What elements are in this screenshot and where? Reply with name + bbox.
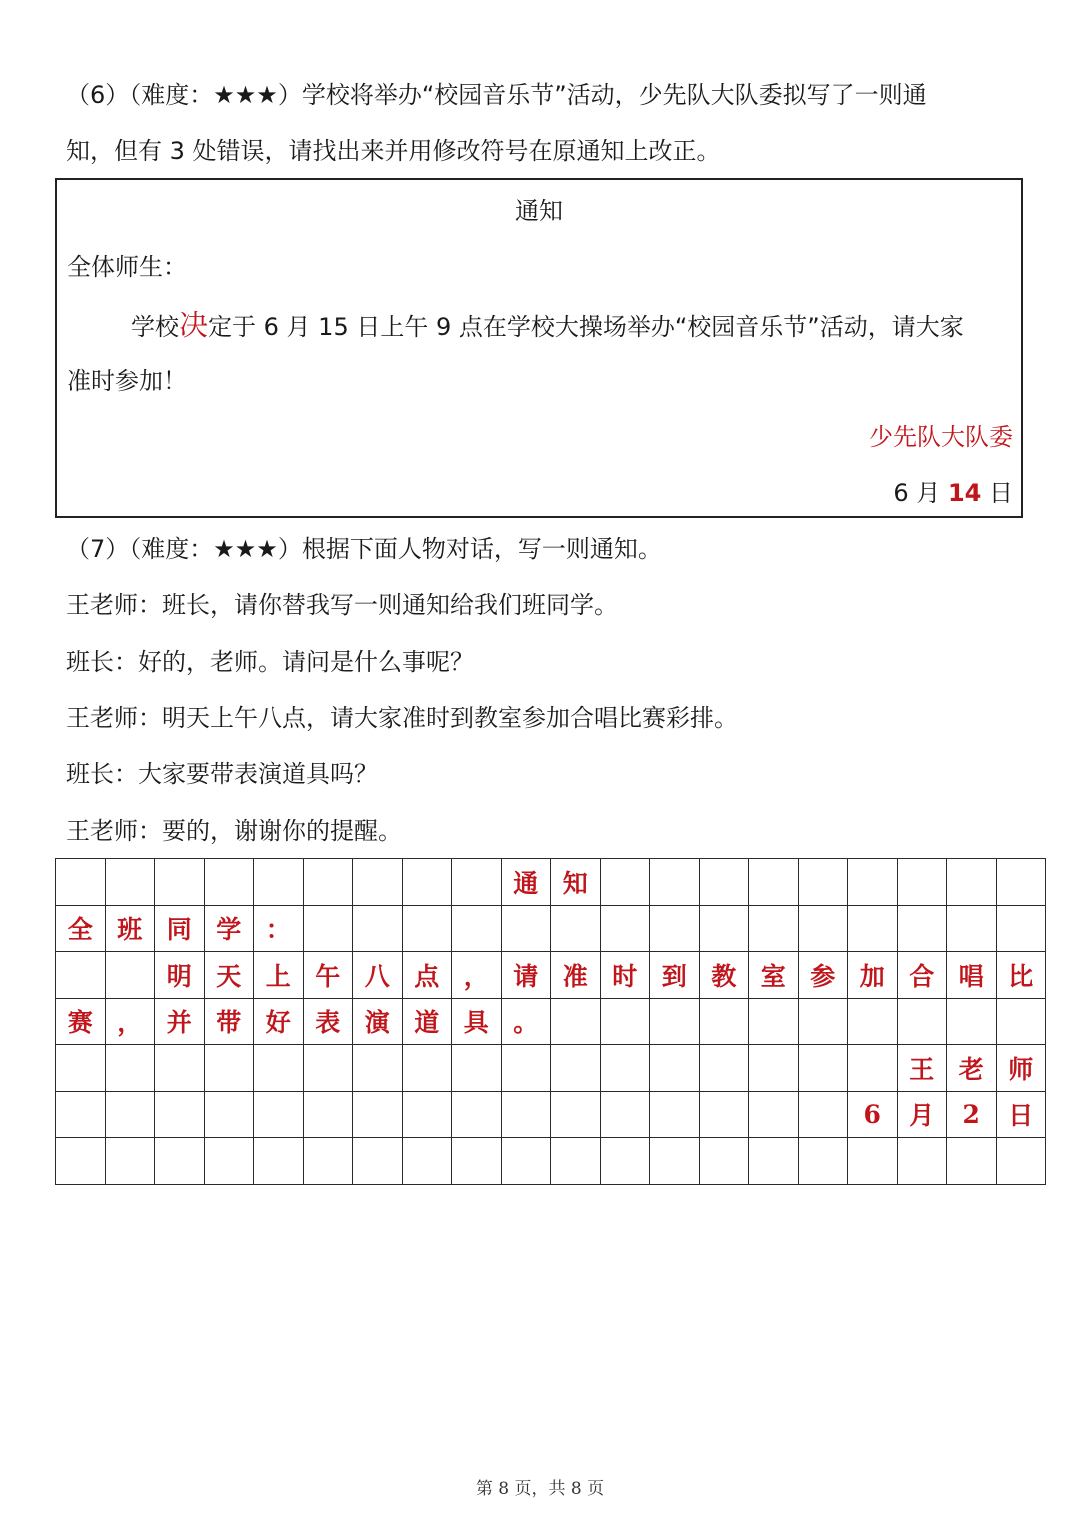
grid-cell: 准 — [551, 952, 601, 999]
grid-cell — [452, 859, 502, 906]
grid-cell: 到 — [650, 952, 700, 999]
grid-cell — [699, 998, 749, 1045]
grid-cell — [254, 1091, 304, 1138]
grid-cell — [105, 1091, 155, 1138]
grid-cell — [551, 1045, 601, 1092]
grid-cell — [353, 1091, 403, 1138]
grid-cell — [798, 1091, 848, 1138]
grid-cell — [798, 859, 848, 906]
grid-cell: 好 — [254, 998, 304, 1045]
grid-cell — [551, 998, 601, 1045]
grid-cell: 师 — [996, 1045, 1046, 1092]
grid-cell: 室 — [749, 952, 799, 999]
grid-cell: 比 — [996, 952, 1046, 999]
grid-cell — [551, 905, 601, 952]
grid-row — [56, 859, 1046, 906]
grid-cell — [897, 905, 947, 952]
grid-cell — [105, 1045, 155, 1092]
notice-body-before: 学校 — [131, 313, 179, 341]
grid-cell: 。 — [501, 998, 551, 1045]
grid-cell — [353, 859, 403, 906]
grid-cell — [947, 859, 997, 906]
grid-cell — [551, 1091, 601, 1138]
grid-cell — [155, 859, 205, 906]
grid-cell — [105, 859, 155, 906]
grid-cell: 表 — [303, 998, 353, 1045]
page-footer: 第 8 页，共 8 页 — [475, 1479, 605, 1499]
grid-cell: 赛 — [56, 998, 106, 1045]
notice-body-line2: 准时参加！ — [67, 367, 187, 395]
grid-cell — [650, 998, 700, 1045]
dialogue-line: 班长：好的，老师。请问是什么事呢？ — [66, 648, 474, 676]
grid-cell: 班 — [105, 905, 155, 952]
grid-cell — [254, 859, 304, 906]
grid-cell — [551, 1138, 601, 1185]
grid-cell — [996, 998, 1046, 1045]
grid-cell: 2 — [947, 1091, 997, 1138]
notice-salutation: 全体师生： — [67, 253, 187, 281]
grid-cell — [650, 1091, 700, 1138]
q7-prompt: （7）（难度：★★★）根据下面人物对话，写一则通知。 — [66, 535, 662, 563]
grid-cell: 时 — [600, 952, 650, 999]
grid-cell: 月 — [897, 1091, 947, 1138]
grid-cell: 并 — [155, 998, 205, 1045]
grid-cell: 明 — [155, 952, 205, 999]
grid-cell — [452, 1138, 502, 1185]
grid-cell: ， — [452, 952, 502, 999]
grid-cell — [650, 1045, 700, 1092]
grid-cell — [848, 905, 898, 952]
grid-row — [56, 998, 1046, 1045]
grid-cell — [105, 952, 155, 999]
grid-cell — [303, 1045, 353, 1092]
grid-cell — [56, 952, 106, 999]
grid-cell — [996, 905, 1046, 952]
grid-cell — [402, 1138, 452, 1185]
grid-cell — [56, 1045, 106, 1092]
grid-row — [56, 1138, 1046, 1185]
notice-title: 通知 — [515, 197, 563, 225]
grid-cell — [56, 1091, 106, 1138]
grid-cell — [303, 859, 353, 906]
grid-cell — [798, 1138, 848, 1185]
grid-cell — [353, 905, 403, 952]
grid-cell — [749, 905, 799, 952]
grid-cell — [303, 1138, 353, 1185]
grid-cell — [749, 859, 799, 906]
dialogue-line: 王老师：要的，谢谢你的提醒。 — [66, 817, 402, 845]
notice-body-line1 — [131, 310, 964, 342]
grid-cell — [204, 1138, 254, 1185]
notice-date-month: 6 月 — [893, 479, 948, 507]
grid-cell — [848, 998, 898, 1045]
grid-cell: 请 — [501, 952, 551, 999]
grid-cell — [749, 1138, 799, 1185]
grid-cell — [848, 1138, 898, 1185]
dialogue-line: 王老师：明天上午八点，请大家准时到教室参加合唱比赛彩排。 — [66, 704, 738, 732]
notice-date-day: 14 — [947, 479, 982, 507]
answer-grid — [55, 858, 1046, 1185]
grid-cell: 天 — [204, 952, 254, 999]
grid-cell — [501, 1138, 551, 1185]
grid-cell: 八 — [353, 952, 403, 999]
grid-cell — [501, 905, 551, 952]
grid-cell — [402, 1045, 452, 1092]
grid-cell — [155, 1138, 205, 1185]
grid-cell — [600, 905, 650, 952]
grid-cell — [749, 998, 799, 1045]
grid-cell — [848, 859, 898, 906]
grid-cell — [600, 859, 650, 906]
grid-cell — [105, 1138, 155, 1185]
grid-cell: 唱 — [947, 952, 997, 999]
grid-cell — [947, 998, 997, 1045]
grid-cell — [600, 1091, 650, 1138]
grid-cell — [303, 905, 353, 952]
grid-cell — [897, 859, 947, 906]
grid-cell — [947, 905, 997, 952]
grid-cell: 同 — [155, 905, 205, 952]
grid-cell — [947, 1138, 997, 1185]
grid-cell — [699, 1138, 749, 1185]
grid-cell: 教 — [699, 952, 749, 999]
grid-cell — [650, 859, 700, 906]
notice-date-suffix: 日 — [981, 479, 1013, 507]
grid-cell — [798, 905, 848, 952]
grid-cell — [749, 1091, 799, 1138]
grid-cell — [650, 1138, 700, 1185]
grid-cell: 加 — [848, 952, 898, 999]
grid-cell — [155, 1045, 205, 1092]
grid-cell — [600, 998, 650, 1045]
grid-cell: 日 — [996, 1091, 1046, 1138]
grid-cell — [452, 1091, 502, 1138]
grid-cell — [897, 998, 947, 1045]
grid-row — [56, 1091, 1046, 1138]
grid-cell: 王 — [897, 1045, 947, 1092]
grid-cell — [749, 1045, 799, 1092]
grid-cell — [996, 1138, 1046, 1185]
grid-cell: 上 — [254, 952, 304, 999]
grid-cell — [501, 1091, 551, 1138]
grid-cell — [56, 1138, 106, 1185]
grid-cell: ： — [254, 905, 304, 952]
notice-body-after: 定于 6 月 15 日上午 9 点在学校大操场举办“校园音乐节”活动，请大家 — [208, 313, 964, 341]
grid-cell: 演 — [353, 998, 403, 1045]
notice-signature: 少先队大队委 — [869, 423, 1013, 451]
grid-cell — [452, 905, 502, 952]
grid-cell — [501, 1045, 551, 1092]
grid-cell — [452, 1045, 502, 1092]
grid-cell — [699, 1045, 749, 1092]
grid-cell — [402, 859, 452, 906]
grid-cell: 6 — [848, 1091, 898, 1138]
grid-cell: 点 — [402, 952, 452, 999]
dialogue-line: 王老师：班长，请你替我写一则通知给我们班同学。 — [66, 591, 618, 619]
grid-cell — [650, 905, 700, 952]
notice-date — [893, 478, 1013, 508]
grid-cell — [204, 1045, 254, 1092]
grid-cell: 道 — [402, 998, 452, 1045]
grid-cell: 带 — [204, 998, 254, 1045]
grid-cell: 老 — [947, 1045, 997, 1092]
correction-mark: 决 — [179, 308, 209, 342]
grid-cell — [353, 1045, 403, 1092]
grid-cell: 全 — [56, 905, 106, 952]
grid-cell: 通 — [501, 859, 551, 906]
grid-cell: 参 — [798, 952, 848, 999]
grid-row — [56, 952, 1046, 999]
grid-cell: 午 — [303, 952, 353, 999]
grid-cell — [699, 1091, 749, 1138]
grid-cell — [402, 1091, 452, 1138]
grid-cell — [204, 1091, 254, 1138]
grid-cell: 合 — [897, 952, 947, 999]
grid-cell — [798, 1045, 848, 1092]
q6-prompt-line1: （6）（难度：★★★）学校将举办“校园音乐节”活动，少先队大队委拟写了一则通 — [66, 81, 927, 109]
grid-cell — [699, 859, 749, 906]
dialogue-line: 班长：大家要带表演道具吗？ — [66, 760, 378, 788]
grid-cell — [254, 1045, 304, 1092]
grid-cell — [600, 1138, 650, 1185]
grid-cell — [204, 859, 254, 906]
grid-row — [56, 1045, 1046, 1092]
grid-cell: 知 — [551, 859, 601, 906]
grid-cell — [600, 1045, 650, 1092]
notice-box — [55, 178, 1023, 518]
grid-cell — [155, 1091, 205, 1138]
grid-cell — [303, 1091, 353, 1138]
grid-cell — [848, 1045, 898, 1092]
q6-prompt-line2: 知，但有 3 处错误，请找出来并用修改符号在原通知上改正。 — [66, 137, 721, 165]
grid-cell — [699, 905, 749, 952]
grid-cell — [254, 1138, 304, 1185]
grid-cell — [897, 1138, 947, 1185]
grid-cell — [402, 905, 452, 952]
grid-row — [56, 905, 1046, 952]
grid-cell — [56, 859, 106, 906]
grid-cell — [798, 998, 848, 1045]
grid-cell: 学 — [204, 905, 254, 952]
grid-cell: 具 — [452, 998, 502, 1045]
grid-cell — [353, 1138, 403, 1185]
grid-cell: ， — [105, 998, 155, 1045]
grid-cell — [996, 859, 1046, 906]
